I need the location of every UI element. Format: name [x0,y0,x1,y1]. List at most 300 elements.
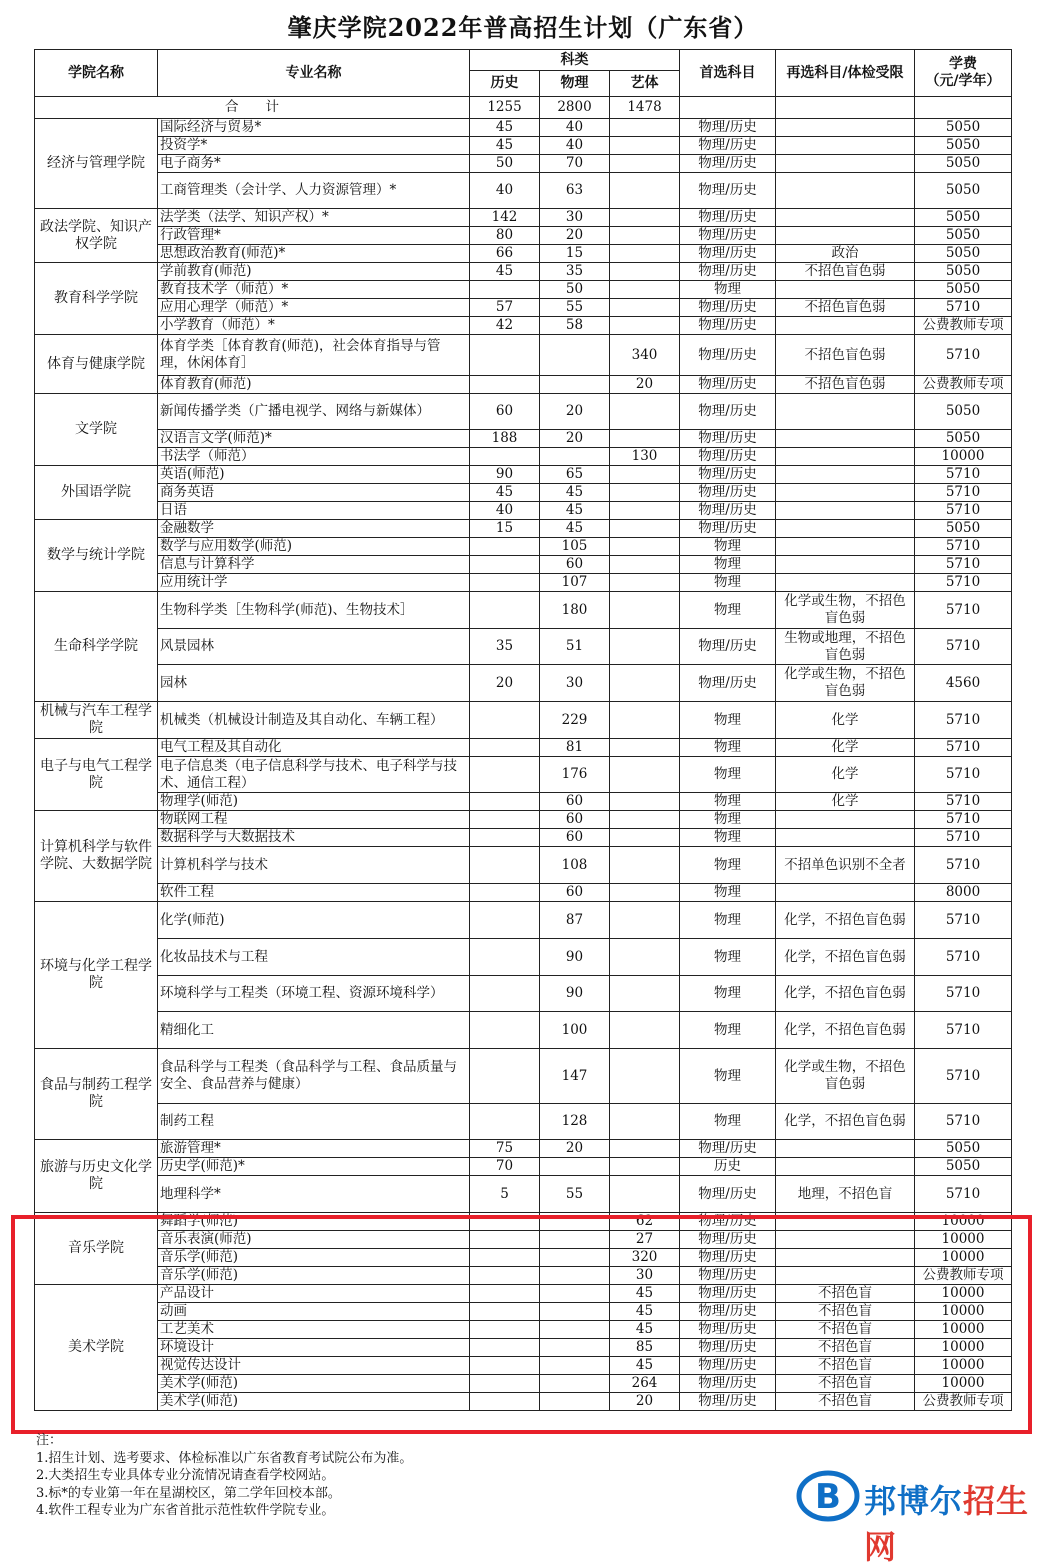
history-quota: 45 [470,263,540,281]
table-row [35,466,1012,484]
primary-subject: 物理/历史 [680,137,776,155]
major-name: 汉语言文学(师范)* [158,430,470,448]
art-quota: 45 [610,1285,680,1303]
primary-subject: 物理 [680,574,776,592]
primary-subject: 物理 [680,829,776,847]
art-quota [610,1158,680,1176]
table-row [35,209,1012,227]
history-quota: 66 [470,245,540,263]
secondary-subject: 化学或生物，不招色盲色弱 [776,1049,915,1104]
tuition-fee: 10000 [915,1357,1012,1375]
enrollment-plan-table [34,49,1012,1411]
college-name: 数学与统计学院 [35,520,158,592]
major-name: 应用统计学 [158,574,470,592]
table-row [35,376,1012,394]
table-row [35,902,1012,939]
table-row [35,1285,1012,1303]
major-name: 音乐学(师范) [158,1267,470,1285]
physics-quota: 45 [540,520,610,538]
tuition-fee: 5710 [915,466,1012,484]
primary-subject: 物理/历史 [680,335,776,376]
primary-subject: 物理/历史 [680,1176,776,1213]
art-quota [610,466,680,484]
table-row [35,299,1012,317]
total-physics: 2800 [540,97,610,119]
secondary-subject [776,155,915,173]
tuition-fee: 5710 [915,811,1012,829]
secondary-subject [776,394,915,430]
history-quota [470,1104,540,1140]
art-quota: 45 [610,1357,680,1375]
header-history: 历史 [470,71,540,97]
art-quota: 30 [610,1267,680,1285]
primary-subject: 物理/历史 [680,227,776,245]
tuition-fee: 10000 [915,1375,1012,1393]
table-row [35,793,1012,811]
tuition-fee: 10000 [915,1213,1012,1231]
major-name: 软件工程 [158,884,470,902]
secondary-subject: 政治 [776,245,915,263]
note-item-2: 2.大类招生专业具体专业分流情况请查看学校网站。 [36,1468,335,1483]
physics-quota [540,1158,610,1176]
total-art: 1478 [610,97,680,119]
major-name: 工商管理类（会计学、人力资源管理）* [158,173,470,209]
art-quota [610,502,680,520]
tuition-fee: 10000 [915,1321,1012,1339]
secondary-subject: 化学，不招色盲色弱 [776,939,915,976]
tuition-fee: 5050 [915,173,1012,209]
total-label: 合 计 [35,97,470,119]
tuition-fee: 5710 [915,484,1012,502]
physics-quota: 35 [540,263,610,281]
table-row [35,1357,1012,1375]
total-history: 1255 [470,97,540,119]
physics-quota [540,1321,610,1339]
art-quota [610,538,680,556]
secondary-subject: 化学，不招色盲色弱 [776,1012,915,1049]
art-quota [610,430,680,448]
secondary-subject [776,502,915,520]
primary-subject: 物理 [680,281,776,299]
major-name: 书法学（师范） [158,448,470,466]
major-name: 思想政治教育(师范)* [158,245,470,263]
physics-quota: 90 [540,976,610,1012]
major-name: 音乐表演(师范) [158,1231,470,1249]
header-college: 学院名称 [35,50,158,97]
history-quota [470,902,540,939]
note-item-1: 1.招生计划、选考要求、体检标准以广东省教育考试院公布为准。 [36,1450,413,1466]
tuition-fee: 5710 [915,757,1012,793]
primary-subject: 物理/历史 [680,119,776,137]
secondary-subject [776,574,915,592]
tuition-fee: 5710 [915,556,1012,574]
college-name: 电子与电气工程学院 [35,739,158,811]
physics-quota: 20 [540,394,610,430]
primary-subject: 物理/历史 [680,1285,776,1303]
art-quota [610,281,680,299]
history-quota [470,793,540,811]
physics-quota [540,1339,610,1357]
secondary-subject [776,317,915,335]
major-name: 电子信息类（电子信息科学与技术、电子科学与技术、通信工程） [158,757,470,793]
physics-quota: 180 [540,592,610,629]
college-name: 食品与制药工程学院 [35,1049,158,1140]
table-row [35,155,1012,173]
art-quota [610,173,680,209]
art-quota [610,137,680,155]
history-quota: 35 [470,629,540,665]
physics-quota [540,1267,610,1285]
secondary-subject: 生物或地理，不招色盲色弱 [776,629,915,665]
secondary-subject: 化学 [776,793,915,811]
primary-subject: 物理/历史 [680,1213,776,1231]
art-quota [610,1049,680,1104]
physics-quota: 20 [540,227,610,245]
major-name: 小学教育（师范）* [158,317,470,335]
physics-quota [540,1285,610,1303]
physics-quota: 40 [540,119,610,137]
history-quota: 45 [470,137,540,155]
secondary-subject [776,884,915,902]
primary-subject: 物理/历史 [680,1267,776,1285]
watermark-suffix: 招生网 [864,1482,1030,1566]
college-name: 环境与化学工程学院 [35,902,158,1049]
physics-quota: 108 [540,847,610,884]
tuition-fee: 5050 [915,245,1012,263]
art-quota: 340 [610,335,680,376]
art-quota [610,394,680,430]
header-art: 艺体 [610,71,680,97]
tuition-fee: 5710 [915,847,1012,884]
history-quota [470,884,540,902]
college-name: 经济与管理学院 [35,119,158,209]
primary-subject: 物理/历史 [680,317,776,335]
table-row [35,1176,1012,1213]
primary-subject: 物理 [680,884,776,902]
art-quota [610,155,680,173]
art-quota [610,665,680,702]
tuition-fee: 公费教师专项 [915,376,1012,394]
college-name: 教育科学学院 [35,263,158,335]
physics-quota [540,1213,610,1231]
history-quota [470,335,540,376]
table-row [35,976,1012,1012]
table-row [35,1158,1012,1176]
major-name: 电子商务* [158,155,470,173]
art-quota: 20 [610,1393,680,1411]
history-quota [470,976,540,1012]
secondary-subject [776,119,915,137]
tuition-fee: 5710 [915,1176,1012,1213]
physics-quota [540,1249,610,1267]
tuition-fee: 公费教师专项 [915,1267,1012,1285]
college-name: 体育与健康学院 [35,335,158,394]
physics-quota: 60 [540,556,610,574]
major-name: 舞蹈学(师范) [158,1213,470,1231]
primary-subject: 物理/历史 [680,484,776,502]
physics-quota: 90 [540,939,610,976]
history-quota [470,376,540,394]
physics-quota: 147 [540,1049,610,1104]
history-quota: 70 [470,1158,540,1176]
major-name: 教育技术学（师范）* [158,281,470,299]
tuition-fee: 公费教师专项 [915,1393,1012,1411]
major-name: 计算机科学与技术 [158,847,470,884]
primary-subject: 历史 [680,1158,776,1176]
major-name: 生物科学类［生物科学(师范)、生物技术］ [158,592,470,629]
history-quota: 75 [470,1140,540,1158]
table-row [35,702,1012,739]
history-quota [470,1012,540,1049]
major-name: 美术学(师范) [158,1375,470,1393]
secondary-subject [776,173,915,209]
history-quota [470,556,540,574]
secondary-subject [776,137,915,155]
art-quota: 264 [610,1375,680,1393]
tuition-fee: 5050 [915,209,1012,227]
major-name: 商务英语 [158,484,470,502]
tuition-fee: 5710 [915,629,1012,665]
secondary-subject: 不招色盲色弱 [776,376,915,394]
primary-subject: 物理/历史 [680,1357,776,1375]
table-row [35,1140,1012,1158]
tuition-fee: 5710 [915,829,1012,847]
history-quota [470,1303,540,1321]
physics-quota: 100 [540,1012,610,1049]
art-quota [610,739,680,757]
tuition-fee: 5050 [915,1140,1012,1158]
history-quota: 188 [470,430,540,448]
header-tuition: 学费 （元/学年） [915,50,1012,97]
table-row [35,1249,1012,1267]
tuition-fee: 5710 [915,1104,1012,1140]
physics-quota: 60 [540,884,610,902]
primary-subject: 物理 [680,976,776,1012]
primary-subject: 物理 [680,811,776,829]
art-quota: 27 [610,1231,680,1249]
physics-quota: 20 [540,430,610,448]
tuition-fee: 10000 [915,1339,1012,1357]
table-row [35,884,1012,902]
major-name: 学前教育(师范) [158,263,470,281]
major-name: 国际经济与贸易* [158,119,470,137]
art-quota [610,556,680,574]
primary-subject: 物理/历史 [680,1140,776,1158]
major-name: 体育教育(师范) [158,376,470,394]
major-name: 动画 [158,1303,470,1321]
tuition-fee: 10000 [915,1249,1012,1267]
physics-quota [540,376,610,394]
college-name: 美术学院 [35,1285,158,1411]
physics-quota: 55 [540,299,610,317]
major-name: 英语(师范) [158,466,470,484]
art-quota: 45 [610,1321,680,1339]
primary-subject: 物理 [680,1049,776,1104]
history-quota [470,1285,540,1303]
page-title: 肇庆学院2022年普高招生计划（广东省） [287,13,759,42]
physics-quota: 60 [540,793,610,811]
header-physics: 物理 [540,71,610,97]
primary-subject: 物理 [680,1012,776,1049]
tuition-fee: 5050 [915,155,1012,173]
physics-quota [540,335,610,376]
table-row [35,757,1012,793]
tuition-fee: 4560 [915,665,1012,702]
secondary-subject [776,520,915,538]
history-quota [470,739,540,757]
primary-subject: 物理 [680,592,776,629]
major-name: 美术学(师范) [158,1393,470,1411]
physics-quota: 30 [540,209,610,227]
physics-quota [540,448,610,466]
secondary-subject: 不招色盲色弱 [776,263,915,281]
table-row [35,538,1012,556]
major-name: 行政管理* [158,227,470,245]
tuition-fee: 5050 [915,520,1012,538]
table-row [35,1267,1012,1285]
history-quota [470,847,540,884]
primary-subject: 物理 [680,847,776,884]
major-name: 投资学* [158,137,470,155]
major-name: 新闻传播学类（广播电视学、网络与新媒体） [158,394,470,430]
history-quota: 45 [470,484,540,502]
college-name: 计算机科学与软件学院、大数据学院 [35,811,158,902]
history-quota [470,574,540,592]
art-quota [610,574,680,592]
secondary-subject [776,1140,915,1158]
brand-b-icon [796,1468,860,1524]
history-quota [470,1375,540,1393]
history-quota: 90 [470,466,540,484]
art-quota [610,902,680,939]
history-quota: 5 [470,1176,540,1213]
primary-subject: 物理 [680,1104,776,1140]
major-name: 数学与应用数学(师范) [158,538,470,556]
secondary-subject [776,1267,915,1285]
primary-subject: 物理/历史 [680,1339,776,1357]
primary-subject: 物理/历史 [680,245,776,263]
svg-text:B: B [815,1477,841,1517]
physics-quota: 105 [540,538,610,556]
history-quota [470,757,540,793]
major-name: 制药工程 [158,1104,470,1140]
art-quota: 62 [610,1213,680,1231]
physics-quota: 40 [540,137,610,155]
art-quota [610,976,680,1012]
history-quota [470,702,540,739]
art-quota: 130 [610,448,680,466]
art-quota [610,484,680,502]
primary-subject: 物理 [680,556,776,574]
table-row [35,1049,1012,1104]
primary-subject: 物理 [680,793,776,811]
tuition-fee: 10000 [915,448,1012,466]
major-name: 环境科学与工程类（环境工程、资源环境科学） [158,976,470,1012]
major-name: 化学(师范) [158,902,470,939]
physics-quota [540,1375,610,1393]
primary-subject: 物理 [680,538,776,556]
physics-quota: 58 [540,317,610,335]
primary-subject: 物理 [680,702,776,739]
note-item-4: 4.软件工程专业为广东省首批示范性软件学院专业。 [36,1503,335,1518]
major-name: 机械类（机械设计制造及其自动化、车辆工程） [158,702,470,739]
secondary-subject [776,466,915,484]
major-name: 视觉传达设计 [158,1357,470,1375]
history-quota [470,592,540,629]
watermark-logo [796,1468,1036,1566]
primary-subject: 物理/历史 [680,155,776,173]
tuition-fee: 5710 [915,574,1012,592]
college-name: 旅游与历史文化学院 [35,1140,158,1213]
secondary-subject [776,484,915,502]
physics-quota [540,1303,610,1321]
table-row [35,665,1012,702]
college-name: 政法学院、知识产权学院 [35,209,158,263]
major-name: 日语 [158,502,470,520]
tuition-fee: 5710 [915,739,1012,757]
college-name: 外国语学院 [35,466,158,520]
header-secondary-subject: 再选科目/体检受限 [776,50,915,97]
art-quota: 320 [610,1249,680,1267]
history-quota [470,1339,540,1357]
total-row [35,97,1012,119]
tuition-fee: 公费教师专项 [915,317,1012,335]
history-quota [470,939,540,976]
primary-subject: 物理/历史 [680,1393,776,1411]
table-row [35,939,1012,976]
table-row [35,739,1012,757]
secondary-subject: 化学，不招色盲色弱 [776,902,915,939]
art-quota [610,317,680,335]
physics-quota [540,1231,610,1249]
primary-subject: 物理/历史 [680,263,776,281]
college-name: 生命科学学院 [35,592,158,702]
art-quota [610,1104,680,1140]
primary-subject: 物理/历史 [680,1249,776,1267]
art-quota [610,793,680,811]
table-row [35,1393,1012,1411]
table-row [35,1213,1012,1231]
header-major: 专业名称 [158,50,470,97]
primary-subject: 物理 [680,739,776,757]
primary-subject: 物理/历史 [680,520,776,538]
primary-subject: 物理 [680,939,776,976]
secondary-subject [776,1158,915,1176]
history-quota [470,448,540,466]
table-row [35,811,1012,829]
secondary-subject [776,556,915,574]
art-quota [610,884,680,902]
major-name: 信息与计算科学 [158,556,470,574]
primary-subject: 物理/历史 [680,448,776,466]
college-name: 文学院 [35,394,158,466]
history-quota [470,829,540,847]
table-row [35,448,1012,466]
secondary-subject: 化学 [776,757,915,793]
tuition-fee: 5710 [915,502,1012,520]
art-quota [610,520,680,538]
secondary-subject: 不招色盲 [776,1321,915,1339]
art-quota [610,299,680,317]
primary-subject: 物理/历史 [680,173,776,209]
table-row [35,119,1012,137]
physics-quota: 65 [540,466,610,484]
art-quota [610,209,680,227]
major-name: 精细化工 [158,1012,470,1049]
secondary-subject: 地理，不招色盲 [776,1176,915,1213]
art-quota [610,245,680,263]
history-quota [470,1393,540,1411]
